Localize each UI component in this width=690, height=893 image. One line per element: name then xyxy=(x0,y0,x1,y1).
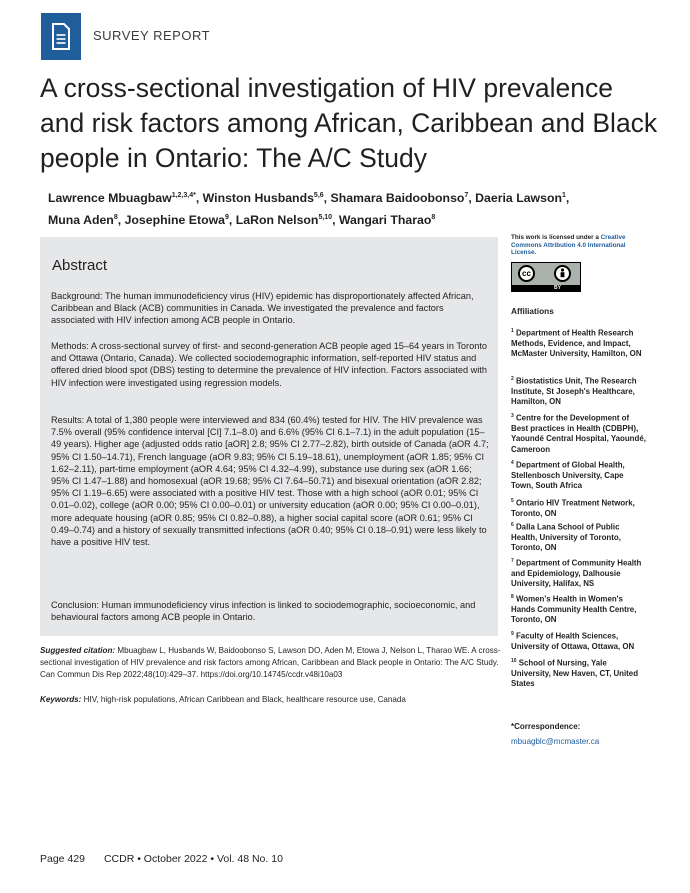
affiliation-item xyxy=(511,592,646,626)
author-affiliation: 8 xyxy=(113,214,118,222)
author-affiliation: 9 xyxy=(225,214,229,222)
citation-text: Mbuagbaw L, Husbands W, Baidoobonso S, Lawson DO, Aden M, Etowa J, Nelson L, Tharao WE. A cross-sectional investigation of HIV prevalence and risk factors among African, Caribbean and Black people in Ontario: The A/C Study. Can Commun Dis Rep 2022;48(10):429–37. https://doi.org/10.14745/ccdr.v48i10a03 xyxy=(40,646,501,679)
affiliation-text: Women's Health in Women's Hands Community Health Centre, Toronto, ON xyxy=(511,594,637,625)
abstract-box xyxy=(40,237,498,636)
affiliation-text: Department of Global Health, Stellenbosch University, Cape Town, South Africa xyxy=(511,460,625,491)
affiliation-text: Faculty of Health Sciences, University of Ottawa, Ottawa, ON xyxy=(511,631,635,651)
affiliation-text: Centre for the Development of Best practices in Health (CDBPH), Yaoundé Central Hospital, Yaoundé, Cameroon xyxy=(511,413,646,454)
section-label: SURVEY REPORT xyxy=(93,28,211,43)
affiliation-number: 6 xyxy=(511,522,514,528)
author-affiliation: 1 xyxy=(561,192,566,199)
affiliation-item xyxy=(511,520,646,554)
page-number: Page 429 xyxy=(40,853,85,865)
affiliation-item xyxy=(511,374,646,408)
citation-label: Suggested citation: xyxy=(40,646,116,655)
affiliation-number: 8 xyxy=(511,594,514,600)
affiliation-number: 10 xyxy=(511,658,517,664)
affiliation-text: Biostatistics Unit, The Research Institute, St Joseph's Healthcare, Hamilton, ON xyxy=(511,376,637,407)
author-affiliation: 7 xyxy=(464,192,469,199)
affiliation-text: Department of Community Health and Epidemiology, Dalhousie University, Halifax, NS xyxy=(511,558,642,589)
affiliation-item xyxy=(511,656,646,690)
cc-by-label: BY xyxy=(554,285,561,291)
affiliation-number: 1 xyxy=(511,328,514,334)
attribution-person-icon xyxy=(554,265,571,282)
document-icon xyxy=(41,13,81,60)
author-affiliation: 8 xyxy=(431,214,436,222)
affiliation-number: 5 xyxy=(511,498,514,504)
affiliation-item xyxy=(511,411,646,455)
abstract-conclusion: Conclusion: Human immunodeficiency virus infection is linked to sociodemographic, socioeconomic, and behavioural factors among ACB people in Ontario. xyxy=(51,600,476,623)
affiliation-text: Department of Health Research Methods, Evidence, and Impact, McMaster University, Hamilton, ON xyxy=(511,328,642,359)
affiliation-text: Ontario HIV Treatment Network, Toronto, ON xyxy=(511,498,635,518)
affiliation-item xyxy=(511,629,646,652)
journal-info: CCDR • October 2022 • Vol. 48 No. 10 xyxy=(103,853,283,865)
author-affiliation: 1,2,3,4* xyxy=(171,192,196,199)
author-affiliation: 5,10 xyxy=(318,214,333,222)
author-name: Muna Aden xyxy=(48,213,114,228)
author-list: Lawrence Mbuagbaw$^{1,2,3,4*}$, Winston Husbands$^{5,6}$, Shamara Baidoobonso$^7$, Daeria Lawson$^1$, Muna Aden$^8$, Josephine Etowa$^9$, LaRon Nelson$^{5,10}$, Wangari Tharao$^8$ xyxy=(48,191,570,228)
author-name: Shamara Baidoobonso xyxy=(330,191,465,206)
affiliation-number: 2 xyxy=(511,376,514,382)
affiliation-number: 9 xyxy=(511,631,514,637)
affiliation-text: School of Nursing, Yale University, New Haven, CT, United States xyxy=(511,658,639,689)
author-name: Wangari Tharao xyxy=(338,213,432,228)
keywords-label: Keywords: xyxy=(40,695,82,704)
correspondence-heading: *Correspondence: xyxy=(511,722,581,731)
author-name: Winston Husbands xyxy=(202,191,314,206)
affiliation-item xyxy=(511,458,646,492)
author-name: LaRon Nelson xyxy=(235,213,319,228)
affiliation-item xyxy=(511,496,646,519)
affiliation-item xyxy=(511,556,646,590)
cc-icon: cc xyxy=(518,265,535,282)
affiliation-number: 7 xyxy=(511,558,514,564)
affiliation-text: Dalla Lana School of Public Health, University of Toronto, Toronto, ON xyxy=(511,522,621,553)
license-notice xyxy=(511,234,631,257)
abstract-methods: Methods: A cross-sectional survey of first- and second-generation ACB people aged 15–64 years in Toronto and Ottawa (Ontario, Canada). We collected sociodemographic information, self-reported HIV status and offered dried blood spot (DBS) testing to determine the prevalence of HIV infection. Factors associated with HIV infection were investigated using regression models. xyxy=(51,341,487,388)
author-name: Lawrence Mbuagbaw xyxy=(48,191,172,206)
abstract-results: Results: A total of 1,380 people were interviewed and 834 (60.4%) tested for HIV. The HIV prevalence was 7.5% overall (95% confidence interval [CI] 7.1–8.0) and 6.6% (95% CI 6.1–7.1) in the adult population (15–49 years). Higher age (adjusted odds ratio [aOR] 2.8; 95% CI 2.77–2.82), birth outside of Canada (aOR 4.7; 95% CI 1.50–14.71), French language (aOR 9.83; 95% CI 5.19–18.61), unemployment (aOR 1.85; 95% CI 1.62–2.11), part-time employment (aOR 4.64; 95% CI 4.32–4.99), substance use during sex (aOR 1.66; 95% CI 1.47–1.88) and homosexual (aOR 19.68; 95% CI 7.64–50.71) and bisexual orientation (aOR 2.82; 95% CI 1.19–6.65) were associated with a positive HIV test. Those with a high school (aOR 0.01; 95% CI 0.01–0.02), college (aOR 0.00; 95% CI 0.00–0.01) or university education (aOR 0.00; 95% CI 0.00–0.01), more adequate housing (aOR 0.85; 95% CI 0.82–0.88), a higher social capital score (aOR 0.61; 95% CI 0.49–0.74) and a history of sexually transmitted infections (aOR 0.40; 95% CI 0.18–0.91) were less likely to have a positive HIV test. xyxy=(51,415,489,548)
suggested-citation xyxy=(40,645,502,681)
cc-by-badge[interactable] xyxy=(511,262,581,292)
keywords xyxy=(40,694,502,706)
license-prefix: This work is licensed under a xyxy=(511,234,601,241)
affiliation-item xyxy=(511,326,646,360)
affiliations-heading: Affiliations xyxy=(511,306,554,316)
author-affiliation: 5,6 xyxy=(313,192,324,199)
affiliation-number: 4 xyxy=(511,460,514,466)
abstract-background: Background: The human immunodeficiency virus (HIV) epidemic has disproportionately affected African, Caribbean and Black (ACB) communities in Canada. We investigated the prevalence and factors associated with HIV infection among ACB people in Ontario. xyxy=(51,291,474,326)
article-title: A cross-sectional investigation of HIV prevalence and risk factors among African, Caribbean and Black people in Ontario: The A/C Study xyxy=(40,73,658,173)
author-name: Josephine Etowa xyxy=(124,213,226,228)
abstract-heading: Abstract xyxy=(52,257,108,274)
correspondence-email-link[interactable]: mbuagblc@mcmaster.ca xyxy=(511,737,600,746)
author-name: Daeria Lawson xyxy=(475,191,562,206)
page-footer xyxy=(40,853,283,865)
affiliation-number: 3 xyxy=(511,413,514,419)
keywords-text: HIV, high-risk populations, African Caribbean and Black, healthcare resource use, Canada xyxy=(81,695,406,704)
license-link[interactable]: Creative Commons Attribution 4.0 International License. xyxy=(511,234,626,257)
